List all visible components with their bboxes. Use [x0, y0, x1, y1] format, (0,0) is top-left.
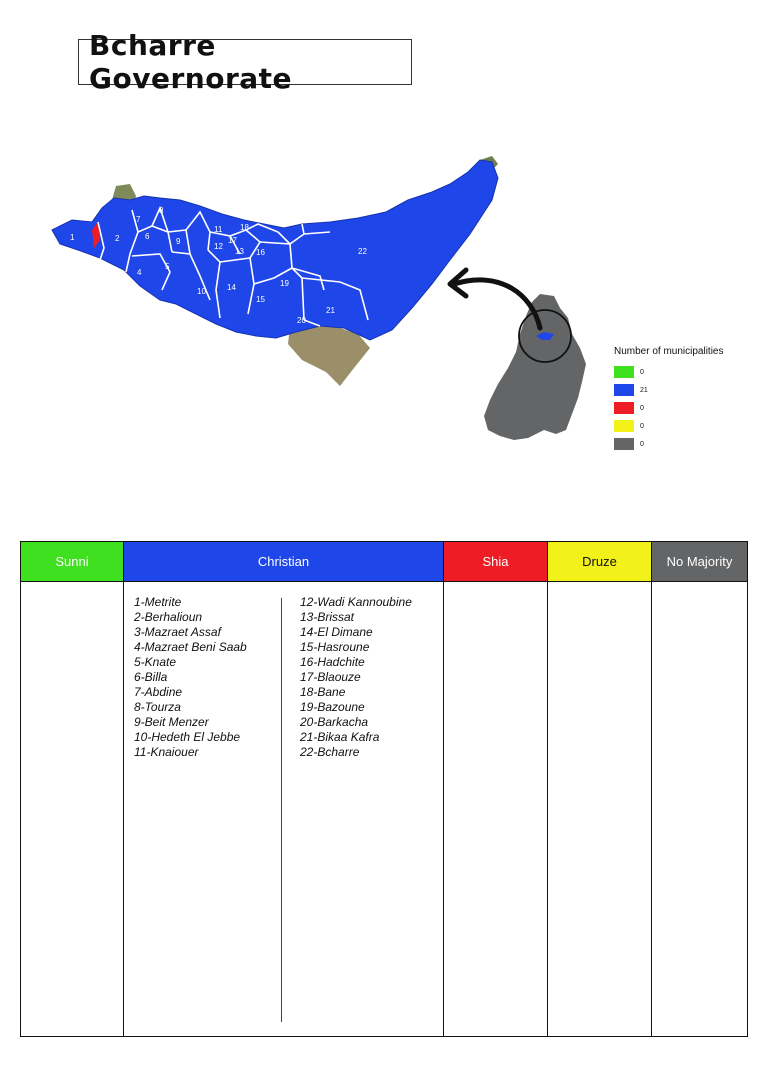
legend-swatch [614, 366, 634, 378]
municipality-item: 10-Hedeth El Jebbe [134, 730, 241, 744]
legend [614, 346, 724, 453]
map-label-11: 11 [214, 225, 223, 234]
municipality-item: 2-Berhalioun [134, 610, 203, 624]
municipality-item: 17-Blaouze [300, 670, 361, 684]
municipality-item: 11-Knaiouer [134, 745, 199, 759]
municipality-item: 5-Knate [134, 655, 177, 669]
map-label-19: 19 [280, 279, 289, 288]
cell-christian [124, 582, 444, 1037]
map-label-10: 10 [197, 287, 206, 296]
legend-item-yellow [614, 417, 724, 435]
legend-title: Number of municipalities [614, 346, 724, 357]
legend-item-blue [614, 381, 724, 399]
municipality-item: 20-Barkacha [300, 715, 369, 729]
legend-value: 0 [640, 404, 644, 412]
municipality-item: 21-Bikaa Kafra [300, 730, 380, 744]
legend-item-green [614, 363, 724, 381]
municipality-item: 4-Mazraet Beni Saab [134, 640, 247, 654]
map-label-3: 3 [102, 260, 107, 269]
map-label-22: 22 [358, 247, 367, 256]
table-header [21, 542, 747, 582]
municipality-item: 6-Billa [134, 670, 168, 684]
municipality-item: 8-Tourza [134, 700, 181, 714]
table-body [21, 582, 747, 1037]
map-label-8: 8 [159, 206, 164, 215]
legend-value: 0 [640, 368, 644, 376]
map-label-21: 21 [326, 306, 335, 315]
header-sunni: Sunni [21, 542, 124, 581]
map-label-4: 4 [137, 268, 142, 277]
map-label-14: 14 [227, 283, 236, 292]
municipality-item: 9-Beit Menzer [134, 715, 209, 729]
christian-list-right [300, 595, 412, 760]
legend-swatch [614, 402, 634, 414]
legend-swatch [614, 384, 634, 396]
map-label-2: 2 [115, 234, 120, 243]
map-label-17: 17 [228, 236, 237, 245]
legend-value: 0 [640, 440, 644, 448]
legend-value: 0 [640, 422, 644, 430]
cell-sunni [21, 582, 124, 1037]
map-label-9: 9 [176, 237, 181, 246]
christian-list-left [134, 595, 247, 760]
cell-no-majority [652, 582, 747, 1037]
municipality-item: 13-Brissat [300, 610, 355, 624]
map-label-13: 13 [235, 247, 244, 256]
municipality-item: 3-Mazraet Assaf [134, 625, 221, 639]
title-box [78, 29, 412, 95]
cell-druze [548, 582, 652, 1037]
header-no-majority: No Majority [652, 542, 747, 581]
legend-item-gray [614, 435, 724, 453]
municipality-item: 14-El Dimane [300, 625, 373, 639]
page-title: Bcharre Governorate [89, 29, 293, 95]
municipality-item: 12-Wadi Kannoubine [300, 595, 412, 609]
map-label-16: 16 [256, 248, 265, 257]
map-label-18: 18 [240, 223, 249, 232]
map-label-5: 5 [165, 262, 170, 271]
legend-value: 21 [640, 386, 648, 394]
header-druze: Druze [548, 542, 652, 581]
cell-shia [444, 582, 548, 1037]
map-label-15: 15 [256, 295, 265, 304]
majority-table [20, 541, 748, 1037]
pointer-arrow [440, 260, 560, 340]
legend-swatch [614, 438, 634, 450]
municipality-item: 7-Abdine [134, 685, 183, 699]
municipality-item: 15-Hasroune [300, 640, 370, 654]
map-label-6: 6 [145, 232, 150, 241]
legend-item-red [614, 399, 724, 417]
map-label-7: 7 [136, 215, 141, 224]
municipality-item: 1-Metrite [134, 595, 182, 609]
legend-swatch [614, 420, 634, 432]
municipality-item: 16-Hadchite [300, 655, 365, 669]
header-christian: Christian [124, 542, 444, 581]
map-label-1: 1 [70, 233, 75, 242]
map-label-20: 20 [297, 316, 306, 325]
header-shia: Shia [444, 542, 548, 581]
municipality-item: 19-Bazoune [300, 700, 365, 714]
map-label-12: 12 [214, 242, 223, 251]
municipality-item: 18-Bane [300, 685, 346, 699]
column-divider [281, 598, 282, 1022]
municipality-item: 22-Bcharre [300, 745, 360, 759]
